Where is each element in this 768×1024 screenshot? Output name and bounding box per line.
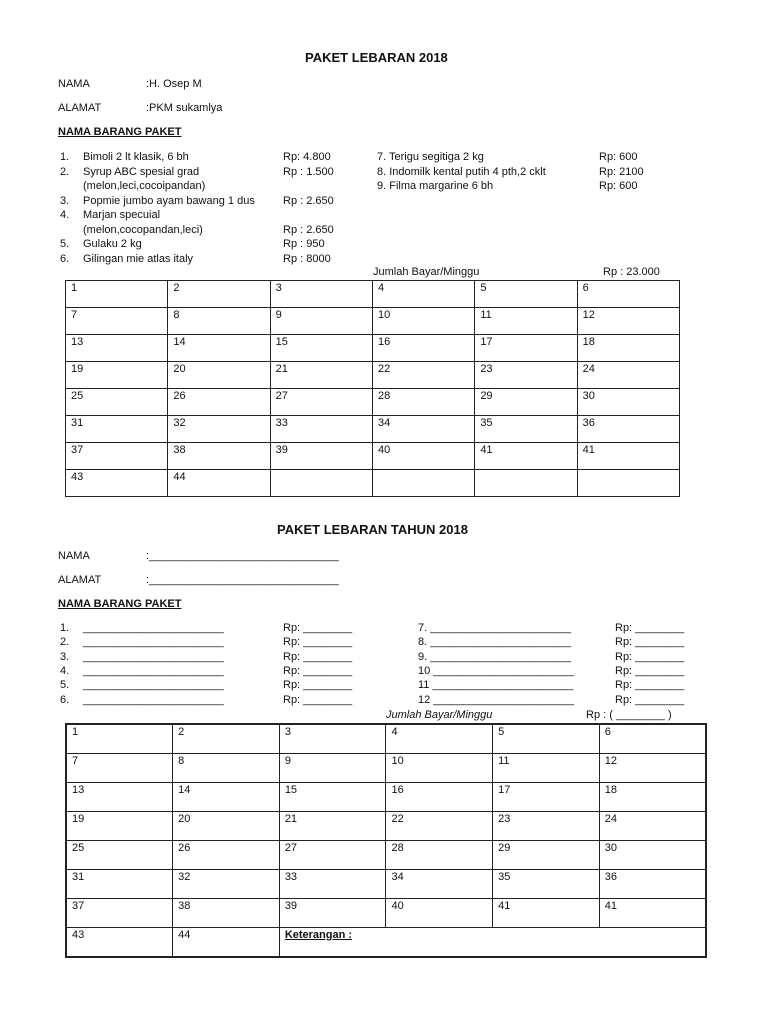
grid-cell: 14 [173, 783, 280, 812]
grid-cell: 41 [493, 899, 600, 928]
grid-cell: 32 [173, 870, 280, 899]
grid-cell: 16 [372, 335, 474, 362]
form1-nama-label: NAMA [58, 78, 90, 90]
grid-cell: 9 [270, 308, 372, 335]
grid-cell: 38 [173, 899, 280, 928]
item-price: Rp: ________ [283, 622, 353, 634]
grid-cell: 3 [279, 724, 386, 754]
item-price: Rp : 2.650 [283, 223, 334, 236]
grid-cell: 36 [577, 416, 679, 443]
grid-cell: 26 [173, 841, 280, 870]
grid-cell [577, 470, 679, 497]
grid-cell: 32 [168, 416, 270, 443]
item-number: 2. [60, 165, 70, 178]
grid-cell: 41 [577, 443, 679, 470]
item-name: Gilingan mie atlas italy [83, 252, 194, 265]
item-price: Rp: ________ [615, 650, 685, 663]
item-text: 12 _______________________ [418, 693, 574, 706]
item-name: Syrup ABC spesial grad [83, 165, 200, 178]
grid-cell: 36 [599, 870, 706, 899]
item-price: Rp: ________ [283, 693, 353, 706]
grid-cell: 5 [493, 724, 600, 754]
item-number: 2. [60, 636, 70, 649]
grid-row [66, 899, 706, 928]
grid-row [66, 754, 706, 783]
item-price: Rp: ________ [615, 693, 685, 706]
grid-cell: 39 [279, 899, 386, 928]
item-price: Rp: ________ [283, 679, 353, 692]
grid-cell: 25 [66, 841, 173, 870]
item-number: 6. [60, 252, 70, 265]
item-price: Rp: 600 [599, 151, 638, 163]
grid-cell: 8 [173, 754, 280, 783]
grid-cell: 15 [270, 335, 372, 362]
item-number: 3. [60, 650, 70, 663]
item-name: 8. Indomilk kental putih 4 pth,2 cklt [377, 165, 546, 178]
item-price: Rp : 8000 [283, 252, 331, 265]
grid-cell: 33 [279, 870, 386, 899]
grid-row [66, 416, 680, 443]
grid-row [66, 389, 680, 416]
grid-cell: 40 [372, 443, 474, 470]
grid-cell: 41 [475, 443, 577, 470]
item-price: Rp: 4.800 [283, 151, 331, 163]
grid-cell [270, 470, 372, 497]
item-text: 8. _______________________ [418, 636, 571, 649]
grid-row [66, 783, 706, 812]
grid-cell: 28 [386, 841, 493, 870]
grid-cell: 25 [66, 389, 168, 416]
grid-cell: 21 [279, 812, 386, 841]
grid-cell [475, 470, 577, 497]
item-blank: _______________________ [83, 622, 224, 634]
grid-cell: 21 [270, 362, 372, 389]
item-blank: _______________________ [83, 650, 224, 663]
form1-title: PAKET LEBARAN 2018 [305, 50, 448, 65]
grid-cell: 27 [270, 389, 372, 416]
item-blank: _______________________ [83, 636, 224, 649]
grid-cell: 22 [372, 362, 474, 389]
form1-jumlah-value: Rp : 23.000 [603, 266, 660, 278]
grid-cell: 23 [493, 812, 600, 841]
item-number: 5. [60, 679, 70, 692]
form2-payment-grid [65, 723, 707, 958]
form2-nama-label: NAMA [58, 550, 90, 562]
grid-cell: 16 [386, 783, 493, 812]
grid-cell: 18 [599, 783, 706, 812]
grid-row [66, 724, 706, 754]
grid-cell: 20 [173, 812, 280, 841]
grid-cell: 4 [386, 724, 493, 754]
grid-cell: 2 [173, 724, 280, 754]
grid-cell: 11 [475, 308, 577, 335]
grid-cell: 8 [168, 308, 270, 335]
item-number: 4. [60, 209, 70, 221]
grid-cell: 5 [475, 281, 577, 308]
grid-cell: 27 [279, 841, 386, 870]
grid-cell: 33 [270, 416, 372, 443]
grid-cell: 43 [66, 470, 168, 497]
grid-last-row [66, 928, 706, 958]
grid-cell: 2 [168, 281, 270, 308]
item-price: Rp : 1.500 [283, 165, 334, 178]
grid-row [66, 281, 680, 308]
form2-nama-value: :_______________________________ [146, 550, 339, 562]
grid-cell: 12 [577, 308, 679, 335]
grid-cell: 43 [66, 928, 173, 958]
item-price: Rp: 600 [599, 180, 638, 192]
item-number: 1. [60, 151, 70, 163]
grid-cell: 6 [577, 281, 679, 308]
form1-payment-grid [65, 280, 680, 497]
item-name: Bimoli 2 lt klasik, 6 bh [83, 151, 189, 163]
item-price: Rp: ________ [283, 636, 353, 649]
grid-cell: 22 [386, 812, 493, 841]
grid-cell: 4 [372, 281, 474, 308]
item-number: 3. [60, 194, 70, 207]
form2-jumlah-label: Jumlah Bayar/Minggu [386, 709, 493, 721]
grid-cell: 44 [168, 470, 270, 497]
item-price: Rp: ________ [283, 650, 353, 663]
item-price: Rp: 2100 [599, 165, 644, 178]
grid-cell: 30 [599, 841, 706, 870]
grid-row [66, 362, 680, 389]
item-text: 10 _______________________ [418, 664, 574, 677]
grid-cell: 29 [493, 841, 600, 870]
form2-title: PAKET LEBARAN TAHUN 2018 [277, 522, 468, 537]
form1-alamat-value: :PKM sukamlya [146, 102, 223, 114]
grid-cell: 31 [66, 870, 173, 899]
item-price: Rp: ________ [283, 664, 353, 677]
item-price: Rp: ________ [615, 679, 685, 692]
grid-cell: 37 [66, 899, 173, 928]
grid-cell: 15 [279, 783, 386, 812]
item-number: 4. [60, 664, 70, 677]
grid-cell: 7 [66, 754, 173, 783]
grid-cell: 34 [386, 870, 493, 899]
grid-row [66, 443, 680, 470]
form2-section-label: NAMA BARANG PAKET [58, 598, 182, 610]
grid-cell: 9 [279, 754, 386, 783]
grid-row [66, 308, 680, 335]
item-price: Rp : 950 [283, 238, 325, 250]
grid-cell: 26 [168, 389, 270, 416]
item-name: Popmie jumbo ayam bawang 1 dus [83, 194, 255, 207]
form1-nama-value: :H. Osep M [146, 78, 202, 90]
grid-row [66, 812, 706, 841]
item-number: 1. [60, 622, 70, 634]
item-blank: _______________________ [83, 679, 224, 692]
grid-cell: 3 [270, 281, 372, 308]
grid-row [66, 470, 680, 497]
item-name: Gulaku 2 kg [83, 238, 142, 250]
grid-cell: 30 [577, 389, 679, 416]
item-price: Rp: ________ [615, 636, 685, 649]
grid-cell: 35 [493, 870, 600, 899]
grid-cell: 17 [475, 335, 577, 362]
grid-row [66, 870, 706, 899]
item-text: 7. _______________________ [418, 622, 571, 634]
item-price: Rp : 2.650 [283, 194, 334, 207]
grid-cell: 28 [372, 389, 474, 416]
grid-cell: 23 [475, 362, 577, 389]
grid-cell: 29 [475, 389, 577, 416]
grid-cell [372, 470, 474, 497]
grid-cell: 24 [577, 362, 679, 389]
grid-cell: 10 [372, 308, 474, 335]
grid-cell: 13 [66, 783, 173, 812]
grid-cell: 38 [168, 443, 270, 470]
grid-row [66, 335, 680, 362]
grid-cell: 41 [599, 899, 706, 928]
grid-cell: 14 [168, 335, 270, 362]
grid-cell: 17 [493, 783, 600, 812]
item-name: 9. Filma margarine 6 bh [377, 180, 494, 192]
item-number: 6. [60, 693, 70, 706]
grid-cell: 19 [66, 812, 173, 841]
grid-cell: 31 [66, 416, 168, 443]
grid-cell: 1 [66, 724, 173, 754]
item-name: Marjan specuial [83, 209, 161, 221]
grid-cell: 13 [66, 335, 168, 362]
item-text: 9. _______________________ [418, 650, 571, 663]
grid-cell: 12 [599, 754, 706, 783]
item-text: 11 _______________________ [418, 679, 574, 692]
grid-cell: 1 [66, 281, 168, 308]
form1-alamat-label: ALAMAT [58, 102, 102, 114]
item-blank: _______________________ [83, 693, 224, 706]
item-price: Rp: ________ [615, 622, 685, 634]
grid-cell: 35 [475, 416, 577, 443]
grid-cell: 40 [386, 899, 493, 928]
grid-cell: 11 [493, 754, 600, 783]
form2-alamat-value: :_______________________________ [146, 574, 339, 586]
item-name: 7. Terigu segitiga 2 kg [377, 151, 484, 163]
keterangan-cell [279, 928, 706, 958]
item-name: (melon,cocopandan,leci) [83, 223, 203, 236]
grid-cell: 6 [599, 724, 706, 754]
form2-jumlah-value: Rp : ( ________ ) [586, 709, 672, 721]
form2-alamat-label: ALAMAT [58, 574, 102, 586]
grid-cell: 44 [173, 928, 280, 958]
grid-cell: 34 [372, 416, 474, 443]
item-name: (melon,leci,cocoipandan) [83, 180, 206, 192]
grid-cell: 18 [577, 335, 679, 362]
item-price: Rp: ________ [615, 664, 685, 677]
item-blank: _______________________ [83, 664, 224, 677]
grid-cell: 19 [66, 362, 168, 389]
grid-cell: 10 [386, 754, 493, 783]
grid-cell: 20 [168, 362, 270, 389]
keterangan-label: Keterangan : [284, 929, 353, 941]
grid-cell: 7 [66, 308, 168, 335]
form1-section-label: NAMA BARANG PAKET [58, 126, 182, 138]
grid-row [66, 841, 706, 870]
grid-cell: 24 [599, 812, 706, 841]
grid-cell: 39 [270, 443, 372, 470]
grid-cell: 37 [66, 443, 168, 470]
item-number: 5. [60, 238, 70, 250]
form1-jumlah-label: Jumlah Bayar/Minggu [373, 266, 480, 278]
